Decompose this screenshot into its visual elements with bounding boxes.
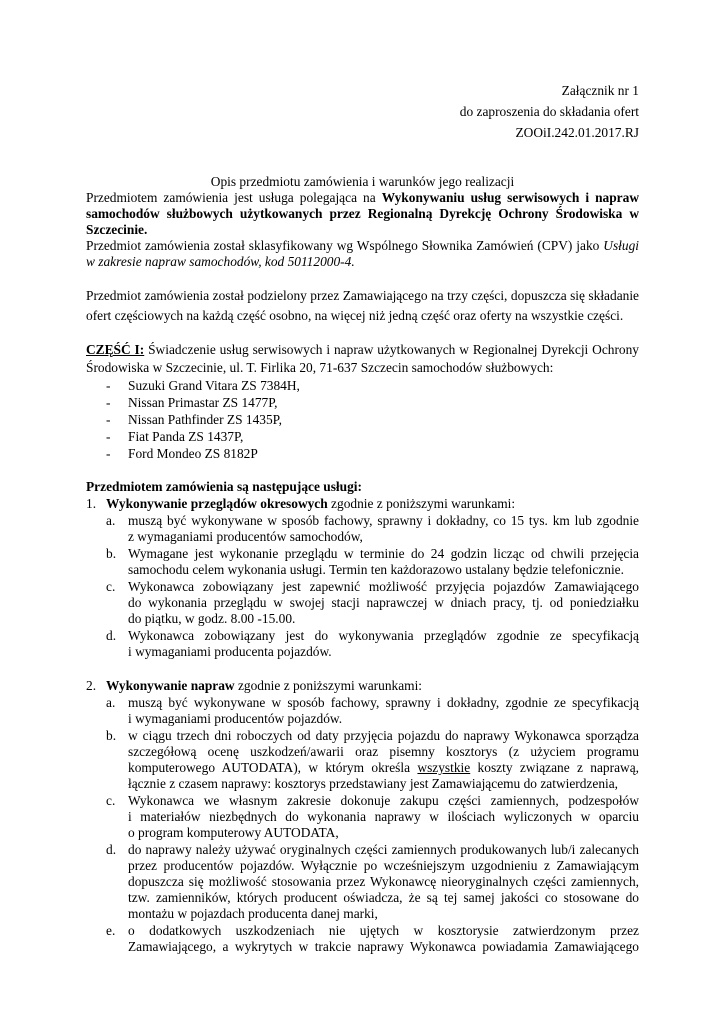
car-item: Nissan Primastar ZS 1477P,: [128, 395, 278, 410]
service-2d-line-3: dopuszcza się możliwość stosowania przez Wykonawcę nieoryginalnych części zamiennych,: [128, 874, 639, 889]
service-2-title-rest: zgodnie z poniższymi warunkami:: [234, 678, 423, 693]
intro-line-1: [86, 190, 639, 206]
service-2b-line-2: szczegółową ocenę uszkodzeń/awarii oraz pisemny kosztorys (z użyciem programu: [128, 744, 639, 759]
list-marker: d.: [106, 628, 117, 643]
service-2b-text: komputerowego AUTODATA), w którym określa: [128, 760, 418, 775]
cpv-italic-text: Usługi: [603, 238, 639, 253]
bullet-dash: -: [106, 412, 111, 427]
cpv-line-2: w zakresie napraw samochodów, kod 50112000-4.: [86, 254, 355, 269]
service-2a-line-1: muszą być wykonywane w sposób fachowy, sprawny i dokładny, zgodnie ze specyfikacją: [128, 695, 639, 710]
intro-line-2: samochodów służbowych użytkowanych przez Regionalną Dyrekcję Ochrony Środowiska w: [86, 206, 639, 221]
service-2d-line-4: tzw. zamienników, których producent oświadcza, że są tej samej jakości co stosowane do: [128, 890, 639, 905]
service-2a-line-2: i wymaganiami producentów pojazdów.: [128, 711, 343, 726]
service-1b-line-2: samochodu celem wykonania usługi. Termin ten każdorazowo ustalany będzie telefonicznie.: [128, 562, 624, 577]
list-marker: b.: [106, 546, 117, 561]
service-1-title-rest: zgodnie z poniższymi warunkami:: [327, 496, 516, 511]
division-line-1: Przedmiot zamówienia został podzielony przez Zamawiającego na trzy części, dopuszcza się składanie: [86, 288, 639, 303]
service-1d-line-2: i wymaganiami producenta pojazdów.: [128, 644, 332, 659]
service-2b-line-4: łącznie z czasem naprawy: kosztorys przedstawiany jest Zamawiającemu do zatwierdzenia,: [128, 776, 619, 791]
service-2d-line-1: do naprawy należy używać oryginalnych części zamiennych produkowanych lub/i zalecanych: [128, 842, 639, 857]
service-2e-line-1: o dodatkowych uszkodzeniach nie ujętych w kosztorysie zatwierdzonym przez: [128, 923, 639, 938]
service-2-number: 2.: [86, 678, 97, 693]
car-item: Ford Mondeo ZS 8182P: [128, 446, 258, 461]
intro-bold-text: Wykonywaniu usług serwisowych i napraw: [381, 190, 639, 205]
part1-line-2: Środowiska w Szczecinie, ul. T. Firlika 20, 71-637 Szczecin samochodów służbowych:: [86, 360, 554, 375]
service-2e-line-2: Zamawiającego, a wykrytych w trakcie naprawy Wykonawca powiadamia Zamawiającego: [128, 939, 639, 954]
service-2-title: [106, 678, 422, 694]
service-1c-line-3: do piątku, w godz. 8.00 -15.00.: [128, 611, 296, 626]
reference-number: ZOOiI.242.01.2017.RJ: [515, 125, 639, 140]
service-2c-line-1: Wykonawca we własnym zakresie dokonuje zakupu części zamiennych, podzespołów: [128, 793, 639, 808]
service-1c-line-2: do wykonania przeglądu w swojej stacji naprawczej w dniach pracy, tj. od poniedziałku: [128, 595, 639, 610]
services-heading: Przedmiotem zamówienia są następujące usługi:: [86, 479, 362, 494]
service-2b-text-end: koszty związane z naprawą,: [470, 760, 639, 775]
list-marker: e.: [106, 923, 116, 938]
bullet-dash: -: [106, 378, 111, 393]
service-2-title-bold: Wykonywanie napraw: [106, 678, 235, 693]
service-1-title-bold: Wykonywanie przeglądów okresowych: [106, 496, 328, 511]
list-marker: c.: [106, 579, 116, 594]
cpv-line-1: [86, 238, 639, 254]
list-marker: a.: [106, 695, 116, 710]
service-2c-line-3: o program komputerowy AUTODATA,: [128, 825, 339, 840]
part1-text: Świadczenie usług serwisowych i napraw użytkowanych w Regionalnej Dyrekcji Ochrony: [144, 342, 639, 357]
service-2d-line-5: montażu w pojazdach producenta danej marki,: [128, 906, 378, 921]
service-2b-underlined: wszystkie: [417, 760, 471, 775]
service-1a-line-2: z wymaganiami producentów samochodów,: [128, 529, 363, 544]
intro-line-3: Szczecinie.: [86, 222, 148, 237]
list-marker: b.: [106, 728, 117, 743]
attachment-to-invitation: do zaproszenia do składania ofert: [459, 104, 639, 119]
service-1b-line-1: Wymagane jest wykonanie przeglądu w terminie do 24 godzin licząc od chwili przejęcia: [128, 546, 639, 561]
car-item: Fiat Panda ZS 1437P,: [128, 429, 244, 444]
service-1c-line-1: Wykonawca zobowiązany jest zapewnić możliwość przyjęcia pojazdów Zamawiającego: [128, 579, 639, 594]
bullet-dash: -: [106, 446, 111, 461]
service-1-title: [106, 496, 515, 512]
service-2c-line-2: i materiałów niezbędnych do wykonania naprawy w ilościach wyliczonych w oparciu: [128, 809, 639, 824]
service-1d-line-1: Wykonawca zobowiązany jest do wykonywania przeglądów zgodnie ze specyfikacją: [128, 628, 639, 643]
part1-line-1: [86, 342, 639, 358]
car-item: Nissan Pathfinder ZS 1435P,: [128, 412, 282, 427]
division-line-2: ofert częściowych na każdą część osobno, na więcej niż jedną część oraz oferty na wszystkie części.: [86, 308, 624, 323]
part1-label: CZĘŚĆ I:: [86, 342, 145, 357]
document-title: Opis przedmiotu zamówienia i warunków jego realizacji: [210, 174, 515, 189]
bullet-dash: -: [106, 429, 111, 444]
list-marker: a.: [106, 513, 116, 528]
list-marker: d.: [106, 842, 117, 857]
car-item: Suzuki Grand Vitara ZS 7384H,: [128, 378, 300, 393]
service-2b-line-3: [128, 760, 639, 776]
cpv-text: Przedmiot zamówienia został sklasyfikowany wg Wspólnego Słownika Zamówień (CPV) jako: [86, 238, 604, 253]
intro-text: Przedmiotem zamówienia jest usługa polegająca na: [86, 190, 382, 205]
attachment-number: Załącznik nr 1: [561, 83, 639, 98]
service-2b-line-1: w ciągu trzech dni roboczych od daty przyjęcia pojazdu do naprawy Wykonawca sporządza: [128, 728, 639, 743]
bullet-dash: -: [106, 395, 111, 410]
list-marker: c.: [106, 793, 116, 808]
service-1-number: 1.: [86, 496, 97, 511]
service-1a-line-1: muszą być wykonywane w sposób fachowy, sprawny i dokładny, co 15 tys. km lub zgodnie: [128, 513, 639, 528]
service-2d-line-2: przez producentów pojazdów. Wyłącznie po wcześniejszym uzgodnieniu z Zamawiającym: [128, 858, 639, 873]
